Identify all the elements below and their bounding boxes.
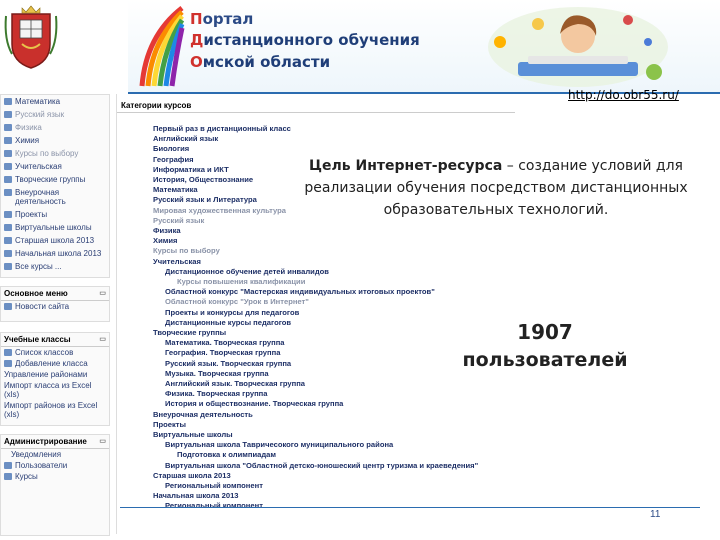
sidebar-subject-item[interactable]: Математика [1, 95, 109, 108]
courses-icon [4, 473, 12, 480]
folder-icon [4, 263, 12, 270]
folder-icon [4, 237, 12, 244]
course-category-link[interactable]: Проекты и конкурсы для педагогов [165, 307, 300, 317]
sidebar-subject-item[interactable]: Начальная школа 2013 [1, 247, 109, 260]
admin-item[interactable]: Пользователи [1, 460, 109, 471]
sidebar-subject-item[interactable]: Химия [1, 134, 109, 147]
user-count-label: пользователей [462, 349, 628, 371]
block-controls-icon[interactable]: ▭ [99, 438, 106, 445]
admin-block [0, 434, 110, 536]
course-category-link[interactable]: Подготовка к олимпиадам [177, 450, 276, 460]
course-category-link[interactable]: Областной конкурс "Мастерская индивидуальных итоговых проектов" [165, 287, 435, 297]
sidebar-subject-item[interactable]: Русский язык [1, 108, 109, 121]
folder-icon [4, 250, 12, 257]
divider [117, 112, 515, 113]
folder-icon [4, 124, 12, 131]
course-category-link[interactable]: Областной конкурс "Урок в Интернет" [165, 297, 309, 307]
folder-icon [4, 211, 12, 218]
resource-goal-text: Цель Интернет-ресурса – создание условий для реализации обучения посредством дистанционных образовательных технологий. [304, 158, 688, 218]
portal-title-line-3: Омской области [190, 53, 331, 71]
course-category-link[interactable]: История и обществознание. Творческая группа [165, 399, 344, 409]
block-controls-icon[interactable]: ▭ [99, 290, 106, 297]
folder-icon [4, 224, 12, 231]
left-sidebar [0, 94, 112, 534]
sidebar-subject-item[interactable]: Творческие группы [1, 173, 109, 186]
course-category-link[interactable]: Курсы повышения квалификации [177, 277, 306, 286]
add-icon [4, 360, 12, 367]
course-category-link[interactable]: Музыка. Творческая группа [165, 368, 269, 378]
course-category-link[interactable]: Дистанционные курсы педагогов [165, 317, 292, 327]
course-category-link[interactable]: Дистанционное обучение детей инвалидов [165, 266, 329, 276]
sidebar-subject-item[interactable]: Старшая школа 2013 [1, 234, 109, 247]
course-category-link[interactable]: Проекты [153, 419, 186, 429]
page-number: 11 [650, 509, 661, 520]
admin-item[interactable]: Курсы [1, 471, 109, 482]
course-category-link[interactable]: Внеурочная деятельность [153, 409, 253, 419]
course-category-link[interactable]: Биология [153, 144, 190, 154]
course-category-link[interactable]: География [153, 154, 194, 164]
course-category-link[interactable]: Мировая художественная культура [153, 205, 287, 215]
sidebar-subject-item[interactable]: Виртуальные школы [1, 221, 109, 234]
sidebar-subject-item[interactable]: Физика [1, 121, 109, 134]
site-url-link[interactable]: http://do.obr55.ru/ [568, 88, 679, 102]
sidebar-subject-item[interactable]: Все курсы ... [1, 260, 109, 273]
footer-divider [120, 507, 700, 508]
course-category-link[interactable]: Виртуальные школы [153, 430, 233, 439]
sidebar-subject-item[interactable]: Проекты [1, 208, 109, 221]
course-category-link[interactable]: Русский язык. Творческая группа [165, 358, 292, 368]
course-category-link[interactable]: Учительская [153, 256, 201, 266]
folder-icon [4, 111, 12, 118]
course-category-link[interactable]: Старшая школа 2013 [153, 470, 231, 480]
course-category-link[interactable]: Начальная школа 2013 [153, 491, 239, 501]
course-category-link[interactable]: Английский язык. Творческая группа [165, 379, 306, 388]
student-illustration-icon [478, 2, 668, 90]
course-category-link[interactable]: Русский язык и Литература [153, 195, 257, 205]
main-menu-block [0, 286, 110, 322]
header-banner [0, 0, 720, 93]
course-category-link[interactable]: Виртуальная школа Тавричесокого муниципального района [165, 440, 394, 450]
course-category-link[interactable]: Химия [153, 236, 178, 246]
classes-item[interactable]: Добавление класса [1, 358, 109, 369]
course-category-link[interactable]: Региональный компонент [165, 501, 263, 511]
classes-item[interactable]: Импорт класса из Excel (xls) [4, 381, 92, 399]
main-menu-item[interactable]: Новости сайта [1, 301, 109, 312]
sidebar-subject-item[interactable]: Внеурочная деятельность [1, 186, 109, 208]
rainbow-logo-icon [136, 6, 186, 88]
course-category-link[interactable]: Физика. Творческая группа [165, 389, 268, 399]
course-category-link[interactable]: Английский язык [153, 134, 219, 144]
course-category-link[interactable]: Математика. Творческая группа [165, 338, 285, 348]
folder-icon [4, 137, 12, 144]
folder-icon [4, 176, 12, 183]
users-icon [4, 462, 12, 469]
course-category-link[interactable]: Региональный компонент [165, 481, 263, 490]
subjects-block [0, 94, 110, 278]
folder-icon [4, 98, 12, 105]
categories-heading: Категории курсов [121, 101, 192, 110]
sidebar-subject-item[interactable]: Курсы по выбору [1, 147, 109, 160]
user-count [440, 318, 650, 374]
admin-item[interactable]: Уведомления [11, 450, 62, 459]
block-controls-icon[interactable]: ▭ [99, 336, 106, 343]
course-category-link[interactable]: География. Творческая группа [165, 348, 281, 358]
course-category-link[interactable]: Математика [153, 185, 198, 195]
course-category-link[interactable]: Физика [153, 226, 181, 235]
course-category-link[interactable]: Виртуальная школа "Областной детско-юношеский центр туризма и краеведения" [165, 460, 479, 470]
folder-icon [4, 189, 12, 196]
classes-item[interactable]: Управление районами [4, 370, 88, 379]
list-icon [4, 349, 12, 356]
portal-title-line-2: Дистанционного обучения [190, 31, 420, 49]
course-category-link[interactable]: Творческие группы [153, 328, 227, 337]
course-category-link[interactable]: Первый раз в дистанционный класс [153, 124, 291, 133]
folder-icon [4, 163, 12, 170]
classes-item[interactable]: Список классов [1, 347, 109, 358]
course-category-link[interactable]: Информатика и ИКТ [153, 164, 229, 174]
portal-title-line-1: Портал [190, 10, 254, 28]
classes-block [0, 332, 110, 426]
course-category-link[interactable]: Курсы по выбору [153, 246, 220, 256]
classes-item[interactable]: Импорт районов из Excel (xls) [4, 401, 98, 419]
user-count-value: 1907 [517, 320, 573, 344]
main-menu-header: Основное меню ▭ [1, 287, 109, 301]
document-icon [4, 303, 12, 310]
sidebar-subject-item[interactable]: Учительская [1, 160, 109, 173]
folder-icon [4, 150, 12, 157]
course-category-link[interactable]: Русский язык [153, 215, 205, 225]
classes-header: Учебные классы ▭ [1, 333, 109, 347]
coat-of-arms-icon [2, 4, 60, 72]
admin-header: Администрирование ▭ [1, 435, 109, 449]
course-category-link[interactable]: История, Обществознание [153, 175, 254, 184]
